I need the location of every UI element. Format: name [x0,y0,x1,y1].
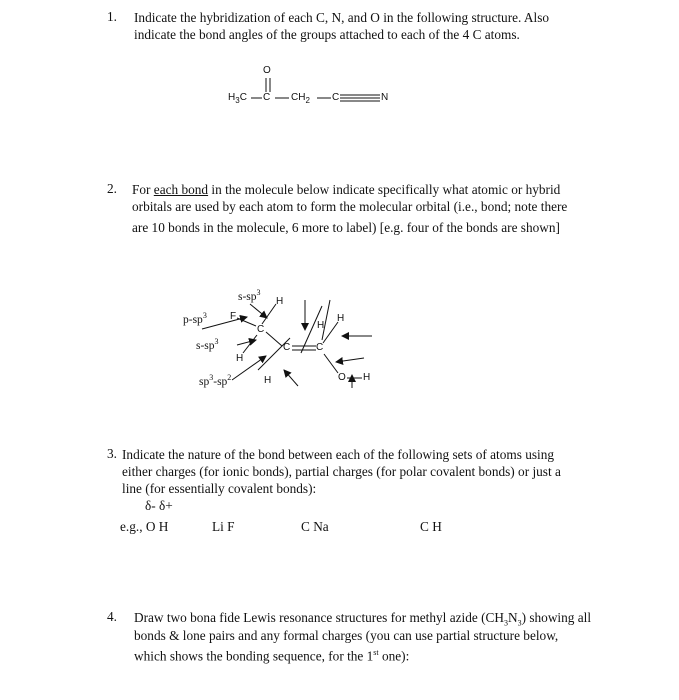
q3-example: e.g., O H [120,519,169,534]
q3-pair-c-h: C H [420,519,442,534]
label-p-sp3-sup: 3 [202,311,207,320]
s1-methyl-sub: 3 [235,96,240,105]
s1-ch2-text: CH [291,92,306,103]
q1-number: 1. [107,9,117,24]
atom-h-top: H [276,296,284,307]
q4-line3-post: one): [378,648,410,664]
q1-line1: Indicate the hybridization of each C, N, and O in the following structure. Also [134,10,550,25]
atom-h-o: H [363,372,371,383]
atom-c2: C [283,342,291,353]
q4-line3 [134,644,409,665]
label-sp3-sp2-sup3: 3 [209,373,214,382]
label-s-sp3-top-sup: 3 [256,288,261,297]
atom-h-mid: H [236,353,244,364]
atom-c3: C [316,342,324,353]
s1-ch2-sub: 2 [305,96,310,105]
atom-c1: C [257,324,265,335]
label-s-sp3-left-text: s-sp [196,339,215,352]
s1-methyl-c: C [239,92,247,103]
label-sp3-sp2-sup2: 2 [227,373,232,382]
q2-line3: are 10 bonds in the molecule, 6 more to label) [e.g. four of the bonds are shown] [132,220,560,235]
q4-line2: bonds & lone pairs and any formal charges (you can use partial structure below, [134,628,559,643]
q4-line1-sub1: 3 [503,618,508,628]
q1-line2: indicate the bond angles of the groups attached to each of the 4 C atoms. [134,27,520,42]
q2-line1-pre: For [132,182,154,197]
s1-methyl-h: H [228,92,236,103]
s1-nitrile-c: C [332,92,340,103]
q4-line3-pre: which shows the bonding sequence, for the 1 [134,648,374,664]
q4-line1-pre: Draw two bona fide Lewis resonance structures for methyl azide (CH [134,610,504,625]
q2-number: 2. [107,181,117,196]
s1-carbonyl-c: C [263,92,271,103]
label-sp3-sp2-b: -sp [213,375,228,388]
q3-pair-li-f: Li F [212,519,235,534]
atom-o: O [338,372,346,383]
s1-nitrogen: N [381,92,389,103]
q3-line1: Indicate the nature of the bond between each of the following sets of atoms using [122,447,555,462]
q4-line1-post: ) showing all [521,610,592,625]
q3-number: 3. [107,446,117,461]
atom-h-c2: H [317,320,325,331]
q2-line1-post: in the molecule below indicate specifically what atomic or hybrid [208,182,561,197]
label-sp3-sp2 [199,373,231,388]
label-s-sp3-top [238,288,261,303]
q2-line2: orbitals are used by each atom to form the molecular orbital (i.e., bond; note there [132,199,568,214]
label-s-sp3-top-text: s-sp [238,290,257,303]
atom-h-bot: H [264,375,272,386]
q3-pair-c-na: C Na [301,519,329,534]
q3-line3: line (for essentially covalent bonds): [122,481,317,496]
s1-oxygen: O [263,65,271,76]
q4-number: 4. [107,609,117,624]
label-s-sp3-left-sup: 3 [214,337,219,346]
atom-h-right: H [337,313,345,324]
label-p-sp3-text: p-sp [183,313,203,326]
label-p-sp3 [183,311,207,326]
label-sp3-sp2-a: sp [199,375,210,388]
label-s-sp3-left [196,337,219,352]
q4-line1-sub2: 3 [517,618,522,628]
q3-charges: δ- δ+ [145,498,173,513]
atom-f: F [230,311,237,322]
q4-line3-sup: st [373,648,379,657]
q4-line1-mid: N [507,610,518,625]
q2-line1-underlined: each bond [153,182,209,197]
q3-line2: either charges (for ionic bonds), partial charges (for polar covalent bonds) or just a [122,464,561,479]
